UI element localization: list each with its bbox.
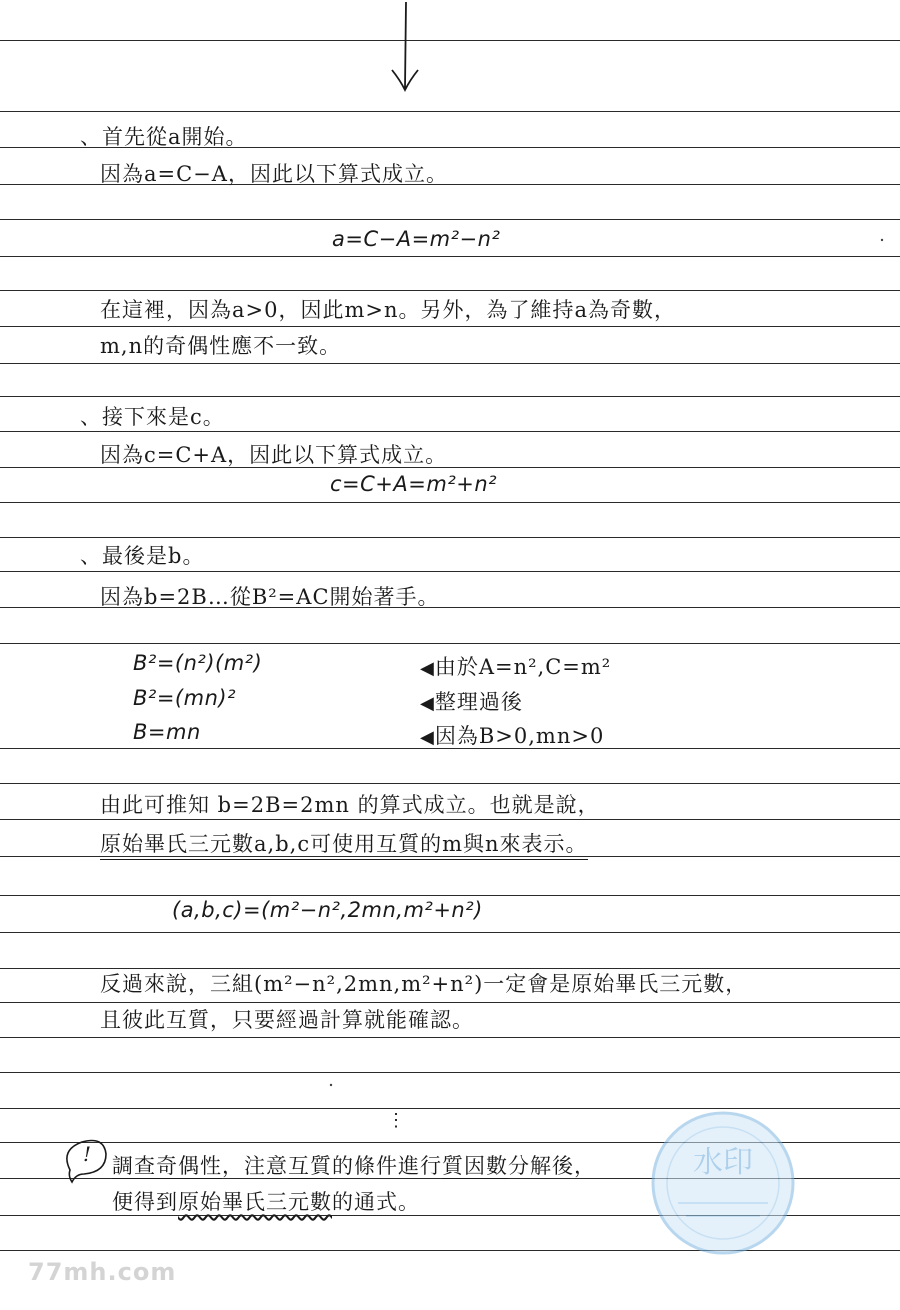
tip-keyword-parity: 調查奇偶性 [112,1154,222,1178]
section-b-heading: 、最後是b。 [80,544,205,568]
ruled-line [0,363,900,364]
step-2-note: 整理過後 [434,690,523,714]
tip-keyword-prime-factor: 質因數 [442,1154,508,1178]
section-c-line1: 因為c=C+A，因此以下算式成立。 [100,443,448,467]
ruled-line [0,256,900,257]
conclusion-line4: 且彼此互質，只要經過計算就能確認。 [100,1008,474,1032]
ruled-line [0,819,900,820]
section-c-formula: c=C+A=m²+n² [330,472,498,496]
ruled-line [0,571,900,572]
step-3-note: 因為B>0,mn>0 [434,724,605,748]
ruled-line [0,1002,900,1003]
tip-mark: ! [83,1142,93,1166]
ruled-line [0,502,900,503]
section-a-line3: m,n的奇偶性應不一致。 [100,334,342,358]
conclusion-line3: 反過來說，三組(m²−n²,2mn,m²+n²)一定會是原始畢氏三元數， [100,972,748,996]
step-2-expr: B²=(mn)² [133,686,236,710]
step-3-expr: B=mn [133,720,201,744]
tip-line1 [112,1150,596,1180]
ruled-line [0,895,900,896]
section-a-formula: a=C−A=m²−n² [332,227,501,251]
ruled-line [0,290,900,291]
ruled-line [0,1072,900,1073]
section-a-line1: 因為a=C−A，因此以下算式成立。 [100,162,448,186]
pointer-icon: ◀ [420,658,435,679]
ruled-line [0,643,900,644]
stamp-seal [648,1108,798,1258]
tip-text: 便得到 [112,1190,178,1214]
down-arrow-icon [0,0,900,120]
stamp-text: 水印 [693,1145,753,1180]
step-3-note-row [420,720,604,750]
step-1-note: 由於A=n²,C=m² [434,655,612,679]
pointer-icon: ◀ [420,693,435,714]
ruled-line [0,396,900,397]
ruled-line [0,219,900,220]
ruled-line [0,783,900,784]
vertical-ellipsis: ⋮ [387,1110,406,1131]
section-a-line2: 在這裡，因為a>0，因此m>n。另外，為了維持a為奇數， [100,298,677,322]
section-a-heading: 、首先從a開始。 [80,125,248,149]
ruled-line [0,537,900,538]
tip-text: ，注意 [222,1154,288,1178]
tip-text: 的通式。 [332,1190,420,1214]
conclusion-line1: 由此可推知 b=2B=2mn 的算式成立。也就是說， [100,793,600,817]
general-formula: (a,b,c)=(m²−n²,2mn,m²+n²) [172,898,483,922]
ruled-line [0,431,900,432]
tip-keyword-coprime: 互質 [288,1154,332,1178]
ruled-line [0,1037,900,1038]
tip-line2 [112,1186,420,1216]
step-1-note-row [420,651,611,681]
step-1-expr: B²=(n²)(m²) [133,651,263,675]
section-b-line1: 因為b=2B…從B²=AC開始著手。 [100,585,440,609]
pointer-icon: ◀ [420,727,435,748]
tip-keyword-triple: 原始畢氏三元數 [178,1190,332,1214]
tip-text: 的條件進行 [332,1154,442,1178]
conclusion-line2: 原始畢氏三元數a,b,c可使用互質的m與n來表示。 [100,828,588,860]
section-c-heading: 、接下來是c。 [80,405,225,429]
tip-text: 分解後， [508,1154,596,1178]
ruled-line [0,326,900,327]
site-watermark: 77mh.com [28,1258,177,1286]
ruled-line [0,932,900,933]
step-2-note-row [420,686,523,716]
